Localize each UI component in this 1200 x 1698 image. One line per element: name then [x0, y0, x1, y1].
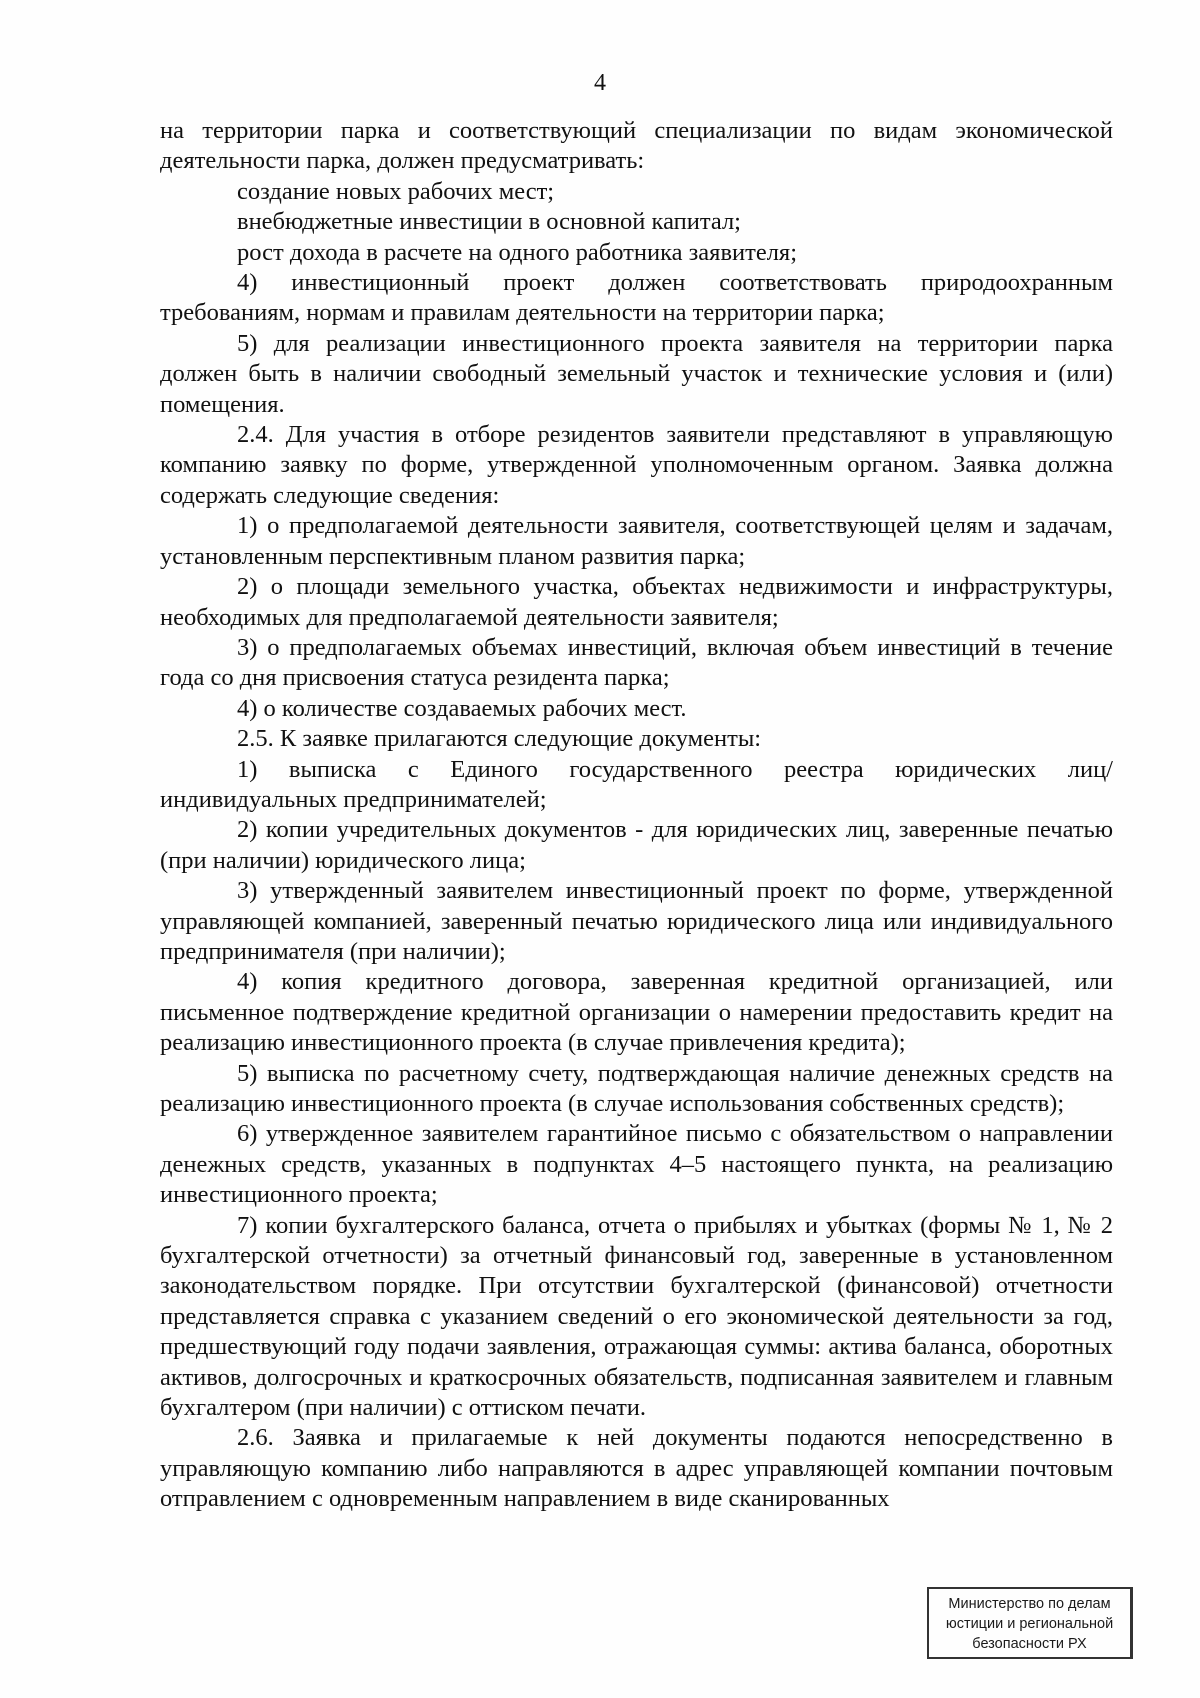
list-item: 2) копии учредительных документов - для юридических лиц, заверенные печатью (при наличии) юридического лица; — [160, 816, 1113, 874]
list-item: 7) копии бухгалтерского баланса, отчета о прибылях и убытках (формы № 1, № 2 бухгалтерской отчетности) за отчетный финансовый год, заверенные в установленном законодательством порядке. При отсутствии бухгалтерской (финансовой) отчетности представляется справка с указанием сведений о его экономической деятельности за год, предшествующий году подачи заявления, отражающая суммы: актива баланса, оборотных активов, долгосрочных и краткосрочных обязательств, подписанная заявителем и главным бухгалтером (при наличии) с оттиском печати. — [160, 1211, 1113, 1422]
paragraph: на территории парка и соответствующий специализации по видам экономической деятельности парка, должен предусматривать: — [160, 117, 1113, 175]
page-number: 4 — [594, 70, 606, 96]
section-paragraph: 2.5. К заявке прилагаются следующие документы: — [237, 725, 762, 753]
ministry-stamp — [927, 1587, 1133, 1659]
document-body — [160, 116, 1113, 1515]
list-item: 3) утвержденный заявителем инвестиционный проект по форме, утвержденной управляющей компанией, заверенный печатью юридического лица или индивидуального предпринимателя (при наличии); — [160, 877, 1113, 965]
stamp-line: Министерство по делам — [948, 1596, 1111, 1612]
stamp-line: юстиции и региональной — [945, 1616, 1114, 1632]
list-item: 4) копия кредитного договора, заверенная кредитной организацией, или письменное подтверждение кредитной организации о намерении предоставить кредит на реализацию инвестиционного проекта (в случае привлечения кредита); — [160, 968, 1113, 1057]
list-item: внебюджетные инвестиции в основной капитал; — [237, 208, 741, 236]
list-item: 6) утвержденное заявителем гарантийное письмо с обязательством о направлении денежных средств, указанных в подпунктах 4–5 настоящего пункта, на реализацию инвестиционного проекта; — [160, 1120, 1113, 1209]
list-item: 2) о площади земельного участка, объектах недвижимости и инфраструктуры, необходимых для предполагаемой деятельности заявителя; — [160, 573, 1113, 631]
stamp-line: безопасности РХ — [972, 1636, 1087, 1652]
list-item: создание новых рабочих мест; — [237, 177, 555, 205]
list-item: 1) о предполагаемой деятельности заявителя, соответствующей целям и задачам, установленным перспективным планом развития парка; — [160, 512, 1113, 570]
section-paragraph: 2.4. Для участия в отборе резидентов заявители представляют в управляющую компанию заявку по форме, утвержденной уполномоченным органом. Заявка должна содержать следующие сведения: — [160, 421, 1113, 509]
list-item: 3) о предполагаемых объемах инвестиций, включая объем инвестиций в течение года со дня присвоения статуса резидента парка; — [160, 633, 1113, 692]
list-item: 1) выписка с Единого государственного реестра юридических лиц/ индивидуальных предпринимателей; — [160, 755, 1113, 813]
list-item: 4) инвестиционный проект должен соответствовать природоохранным требованиям, нормам и правилам деятельности на территории парка; — [160, 269, 1113, 327]
list-item: 5) для реализации инвестиционного проекта заявителя на территории парка должен быть в наличии свободный земельный участок и технические условия и (или) помещения. — [160, 329, 1113, 418]
list-item: рост дохода в расчете на одного работника заявителя; — [237, 238, 798, 266]
section-paragraph: 2.6. Заявка и прилагаемые к ней документы подаются непосредственно в управляющую компанию либо направляются в адрес управляющей компании почтовым отправлением с одновременным направлением в виде сканированных — [160, 1424, 1113, 1513]
list-item: 5) выписка по расчетному счету, подтверждающая наличие денежных средств на реализацию инвестиционного проекта (в случае использования собственных средств); — [160, 1059, 1113, 1117]
list-item: 4) о количестве создаваемых рабочих мест. — [237, 694, 687, 722]
